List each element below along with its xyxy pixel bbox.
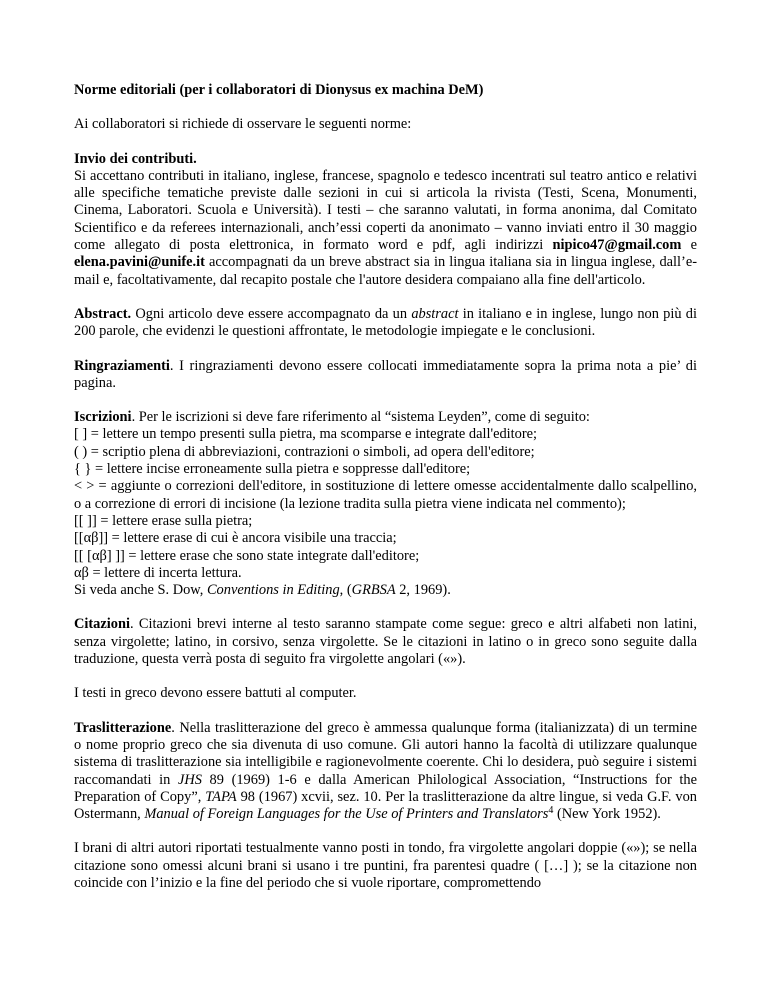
reference-journal: GRBSA <box>351 582 396 599</box>
invio-text-2: e <box>681 237 697 254</box>
leyden-line: [[αβ]] = lettere erase di cui è ancora visibile una traccia; <box>74 530 397 547</box>
leyden-line: [[ [αβ] ]] = lettere erase che sono state integrate dall'editore; <box>74 547 420 564</box>
ringraziamenti-text: . I ringraziamenti devono essere collocati immediatamente sopra la prima nota a pie’ di pagina. <box>74 357 697 391</box>
iscrizioni-text: . Per le iscrizioni si deve fare riferimento al “sistema Leyden”, come di seguito: <box>131 409 590 426</box>
leyden-line: < > = aggiunte o correzioni dell'editore, in sostituzione di lettere omesse accidentalmente dallo scalpellino, o a correzione di errori di incisione (la lezione tradita sulla pietra viene indicata nel commento); <box>74 478 697 512</box>
ringraziamenti-section <box>74 358 697 393</box>
journal-jhs: JHS <box>177 771 202 788</box>
reference-text: Si veda anche S. Dow, <box>74 582 207 599</box>
document-title: Norme editoriali (per i collaboratori di Dionysus ex machina DeM) <box>74 82 484 98</box>
invio-text-3: accompagnati da un breve abstract sia in lingua italiana sia in lingua inglese, dall’e-mail e, facoltativamente, dal recapito postale che l'autore desidera compaiano alla fine dell'articolo. <box>74 254 697 288</box>
citazioni-heading: Citazioni <box>74 616 130 633</box>
iscrizioni-reference <box>74 582 697 599</box>
reference-title: Conventions in Editing <box>206 582 340 599</box>
abstract-section <box>74 306 697 341</box>
invio-heading: Invio dei contributi. <box>74 150 197 167</box>
iscrizioni-heading: Iscrizioni <box>74 409 132 426</box>
iscrizioni-intro <box>74 409 697 426</box>
abstract-text-1: Ogni articolo deve essere accompagnato da un <box>131 305 412 322</box>
traslitterazione-text-3: 98 (1967) xcvii, sez. 10. Per la traslitterazione da altre lingue, si veda G.F. von Ostermann, <box>74 788 697 823</box>
iscrizioni-section <box>74 409 697 599</box>
document-page <box>74 82 697 892</box>
abstract-text-2: in italiano e in inglese, lungo non più di 200 parole, che evidenzi le questioni affrontate, le metodologie impiegate e le conclusioni. <box>74 305 697 340</box>
leyden-line: αβ = lettere di incerta lettura. <box>74 564 242 581</box>
edition-superscript: 4 <box>548 805 554 817</box>
reference-text: 2, 1969). <box>395 582 451 599</box>
citazioni-section <box>74 616 697 668</box>
abstract-italic: abstract <box>411 305 459 322</box>
leyden-line: [ ] = lettere un tempo presenti sulla pietra, ma scomparse e integrate dall'editore; <box>74 426 538 443</box>
leyden-line: ( ) = scriptio plena di abbreviazioni, contrazioni o simboli, ad opera dell'editore; <box>74 443 535 460</box>
traslitterazione-text-1: . Nella traslitterazione del greco è ammessa qualunque forma (italianizzata) di un termine o nome proprio greco che sia divenuta di uso comune. Gli autori hanno la facoltà di utilizzare qualunque sistema di traslitterazione sia intelligibile e ragionevolmente coerente. Chi lo desidera, può seguire i sistemi raccomandati in <box>74 719 697 788</box>
abstract-heading: Abstract. <box>74 305 132 322</box>
journal-tapa: TAPA <box>205 788 237 805</box>
traslitterazione-text-4: (New York 1952). <box>553 806 661 823</box>
invio-section <box>74 151 697 289</box>
email-link-2[interactable]: elena.pavini@unife.it <box>74 254 205 271</box>
invio-text-1: Si accettano contributi in italiano, inglese, francese, spagnolo e tedesco incentrati sul teatro antico e relativi alle specifiche tematiche previste dalle sezioni in cui si articola la rivista (Testi, Scena, Monumenti, Cinema, Laboratori. Scuola e Università). I testi – che saranno valutati, in forma anonima, dal Comitato Scientifico e da referees internazionali, anch’essi coperti da anonimato – vanno inviati entro il 30 maggio come allegato di posta elettronica, in formato word e pdf, agli indirizzi <box>74 167 697 254</box>
brani-paragraph: I brani di altri autori riportati testualmente vanno posti in tondo, fra virgolette angolari doppie («»); se nella citazione sono omessi alcuni brani si usano i tre puntini, fra parentesi quadre ( […] ); se la citazione non coincide con l’inizio e la fine del periodo che si vuole riportare, compromettendo <box>74 840 697 891</box>
intro-paragraph: Ai collaboratori si richiede di osservare le seguenti norme: <box>74 116 412 133</box>
leyden-line: { } = lettere incise erroneamente sulla pietra e soppresse dall'editore; <box>74 461 471 478</box>
manual-title: Manual of Foreign Languages for the Use of Printers and Translators <box>144 806 549 823</box>
traslitterazione-section <box>74 720 697 824</box>
greco-paragraph: I testi in greco devono essere battuti al computer. <box>74 685 357 702</box>
leyden-line: [[ ]] = lettere erase sulla pietra; <box>74 512 253 529</box>
traslitterazione-heading: Traslitterazione <box>74 719 172 736</box>
email-link-1[interactable]: nipico47@gmail.com <box>552 237 682 254</box>
ringraziamenti-heading: Ringraziamenti <box>74 357 170 374</box>
traslitterazione-text-2: 89 (1969) 1-6 e dalla American Philological Association, “Instructions for the Preparation of Copy”, <box>74 771 697 805</box>
citazioni-text: . Citazioni brevi interne al testo saranno stampate come segue: greco e altri alfabeti non latini, senza virgolette; latino, in corsivo, senza virgolette. Se le citazioni in latino o in greco sono seguite dalla traduzione, questa verrà posta di seguito fra virgolette angolari («»). <box>74 616 697 668</box>
reference-text: , ( <box>339 582 352 599</box>
